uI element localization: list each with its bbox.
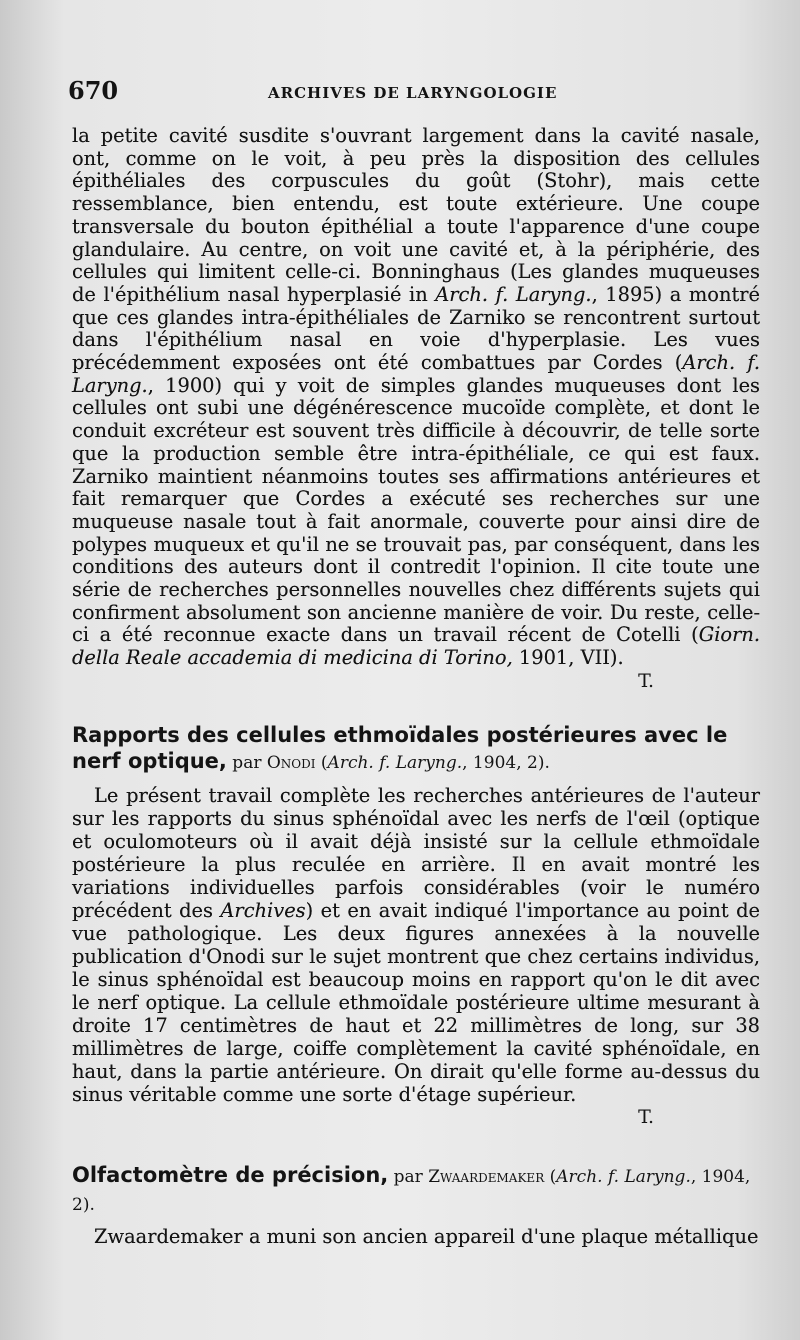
paragraph-onodi-body: [72, 784, 760, 1106]
running-head: ARCHIVES DE LARYNGOLOGIE: [268, 84, 558, 102]
ref-close: , 1904, 2).: [462, 752, 550, 773]
journal-reference: Arch. f. Laryng.: [72, 351, 760, 397]
title-text: Rapports des cellules ethmoïdales postérieures avec le nerf optique,: [72, 722, 728, 773]
text-run: , 1895) a montré que ces glandes intra-épithéliales de Zarniko se rencontrent surtout dans l'épithélium nasal en voie d'hyperplasie. Les vues précédemment exposées ont été combattues par Cordes (: [72, 282, 760, 375]
page-number: 670: [68, 76, 119, 105]
title-text: Olfactomètre de précision,: [72, 1162, 389, 1187]
author-name: Zwaardemaker: [428, 1166, 545, 1187]
paragraph-zarniko-glands: [72, 125, 760, 670]
ref-open: (: [544, 1166, 557, 1187]
text-run: Le présent travail complète les recherches antérieures de l'auteur sur les rapports du sinus sphénoïdal avec les nerfs de l'œil (optique et oculomoteurs où il avait déjà insisté sur la cellule ethmoïdale postérieure la plus reculée en arrière. Il en avait montré les variations individuelles parfois considérables (voir le numéro précédent des: [72, 783, 760, 922]
byline-prefix: par: [226, 752, 267, 773]
abstract-zwaardemaker: [72, 1162, 760, 1249]
journal-reference: Arch. f. Laryng.: [556, 1166, 691, 1187]
journal-reference: Giorn. della Reale accademia di medicina di Torino,: [72, 623, 760, 670]
page-header: [68, 76, 758, 116]
section-title: [72, 1162, 760, 1218]
byline-prefix: par: [388, 1166, 429, 1187]
journal-reference: Arch. f. Laryng.: [327, 752, 463, 773]
ref-close: , 1904, 2).: [72, 1166, 751, 1215]
journal-reference: Archives: [220, 898, 306, 922]
text-run: 1901, VII).: [512, 646, 624, 670]
author-name: Onodi: [266, 752, 316, 773]
section-title: [72, 722, 760, 776]
paragraph-zwaardemaker-body: Zwaardemaker a muni son ancien appareil d'une plaque métallique: [94, 1224, 759, 1248]
ref-open: (: [315, 752, 328, 773]
page-content: [72, 125, 760, 1249]
text-run: ) et en avait indiqué l'importance au point de vue pathologique. Les deux figures annexées à la nouvelle publication d'Onodi sur le sujet montrent que chez certains individus, le sinus sphénoïdal est beaucoup moins en rapport qu'on le dit avec le nerf optique. La cellule ethmoïdale postérieure ultime mesurant à droite 17 centimètres de haut et 22 millimètres de long, sur 38 millimètres de large, coiffe complètement la cavité sphénoïdale, en haut, dans la partie antérieure. On dirait qu'elle forme au-dessus du sinus véritable comme une sorte d'étage supérieur.: [72, 898, 761, 1106]
author-initial: T.: [638, 669, 654, 692]
author-initial: T.: [638, 1105, 654, 1128]
byline: [227, 753, 550, 773]
text-run: la petite cavité susdite s'ouvrant largement dans la cavité nasale, ont, comme on le voit, à peu près la disposition des cellules épithéliales des corpuscules du goût (Stohr), mais cette ressemblance, bien entendu, est toute extérieure. Une coupe transversale du bouton épithélial a toute l'apparence d'une coupe glandulaire. Au centre, on voit une cavité et, à la périphérie, des cellules qui limitent celle-ci. Bonninghaus (Les glandes muqueuses de l'épithélium nasal hyperplasié in: [72, 124, 760, 306]
text-run: , 1900) qui y voit de simples glandes muqueuses dont les cellules ont subi une dégénérescence mucoïde complète, et dont le conduit excréteur est souvent très difficile à découvrir, de telle sorte que la production semble être intra-épithéliale, ce qui est faux. Zarniko maintient néanmoins toutes ses affirmations antérieures et fait remarquer que Cordes a exécuté ses recherches sur une muqueuse nasale tout à fait anormale, couverte pour ainsi dire de polypes muqueux et qu'il ne se trouvait pas, par conséquent, dans les conditions des auteurs dont il contredit l'opinion. Il cite toute une série de recherches personnelles nouvelles chez différents sujets qui confirment absolument son ancienne manière de voir. Du reste, celle-ci a été reconnue exacte dans un travail récent de Cotelli (: [72, 373, 760, 647]
journal-reference: Arch. f. Laryng.: [435, 282, 592, 306]
abstract-onodi: [72, 722, 760, 1128]
